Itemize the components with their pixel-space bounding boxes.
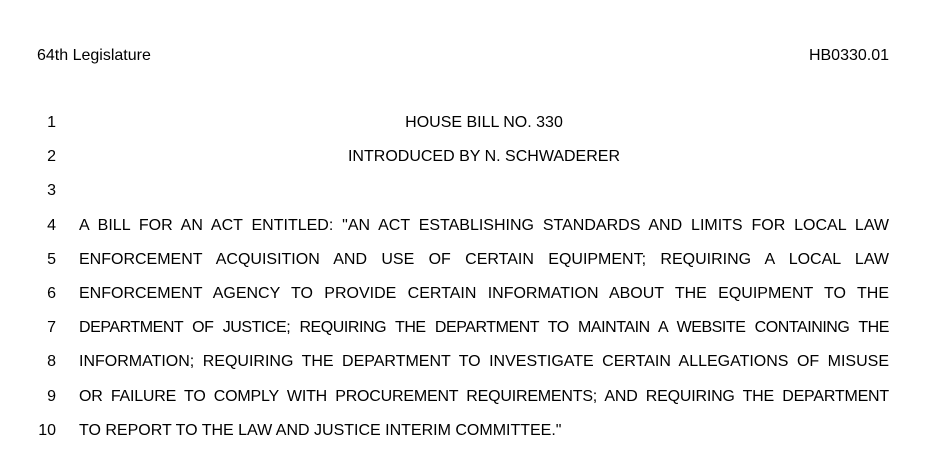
text-line bbox=[0, 217, 927, 239]
bill-code: HB0330.01 bbox=[808, 47, 889, 64]
line-number: 4 bbox=[47, 217, 56, 234]
line-text: TO REPORT TO THE LAW AND JUSTICE INTERIM COMMITTEE." bbox=[79, 422, 562, 439]
line-number: 10 bbox=[38, 422, 56, 439]
line-text: DEPARTMENT OF JUSTICE; REQUIRING THE DEPARTMENT TO MAINTAIN A WEBSITE CONTAINING THE bbox=[79, 319, 889, 336]
legislature-label: 64th Legislature bbox=[37, 47, 151, 64]
line-number: 8 bbox=[47, 353, 56, 370]
line-number: 7 bbox=[47, 319, 56, 336]
sponsor-line: INTRODUCED BY N. SCHWADERER bbox=[347, 148, 621, 165]
page-header bbox=[37, 47, 889, 69]
line-text: ENFORCEMENT AGENCY TO PROVIDE CERTAIN INFORMATION ABOUT THE EQUIPMENT TO THE bbox=[79, 285, 889, 302]
line-text: OR FAILURE TO COMPLY WITH PROCUREMENT REQUIREMENTS; AND REQUIRING THE DEPARTMENT bbox=[79, 388, 889, 405]
line-text: A BILL FOR AN ACT ENTITLED: "AN ACT ESTABLISHING STANDARDS AND LIMITS FOR LOCAL LAW bbox=[79, 217, 889, 234]
line-number: 6 bbox=[47, 285, 56, 302]
text-line bbox=[0, 182, 927, 204]
text-line bbox=[0, 319, 927, 341]
text-line bbox=[0, 148, 927, 170]
text-line bbox=[0, 251, 927, 273]
line-number: 1 bbox=[47, 114, 56, 131]
text-line bbox=[0, 388, 927, 410]
text-line bbox=[0, 114, 927, 136]
text-line bbox=[0, 422, 927, 444]
line-text: ENFORCEMENT ACQUISITION AND USE OF CERTAIN EQUIPMENT; REQUIRING A LOCAL LAW bbox=[79, 251, 889, 268]
line-text: INFORMATION; REQUIRING THE DEPARTMENT TO INVESTIGATE CERTAIN ALLEGATIONS OF MISUSE bbox=[79, 353, 889, 370]
line-number: 2 bbox=[47, 148, 56, 165]
text-line bbox=[0, 285, 927, 307]
line-number: 5 bbox=[47, 251, 56, 268]
line-number: 3 bbox=[47, 182, 56, 199]
bill-title: HOUSE BILL NO. 330 bbox=[405, 114, 563, 131]
line-number: 9 bbox=[47, 388, 56, 405]
text-line bbox=[0, 353, 927, 375]
